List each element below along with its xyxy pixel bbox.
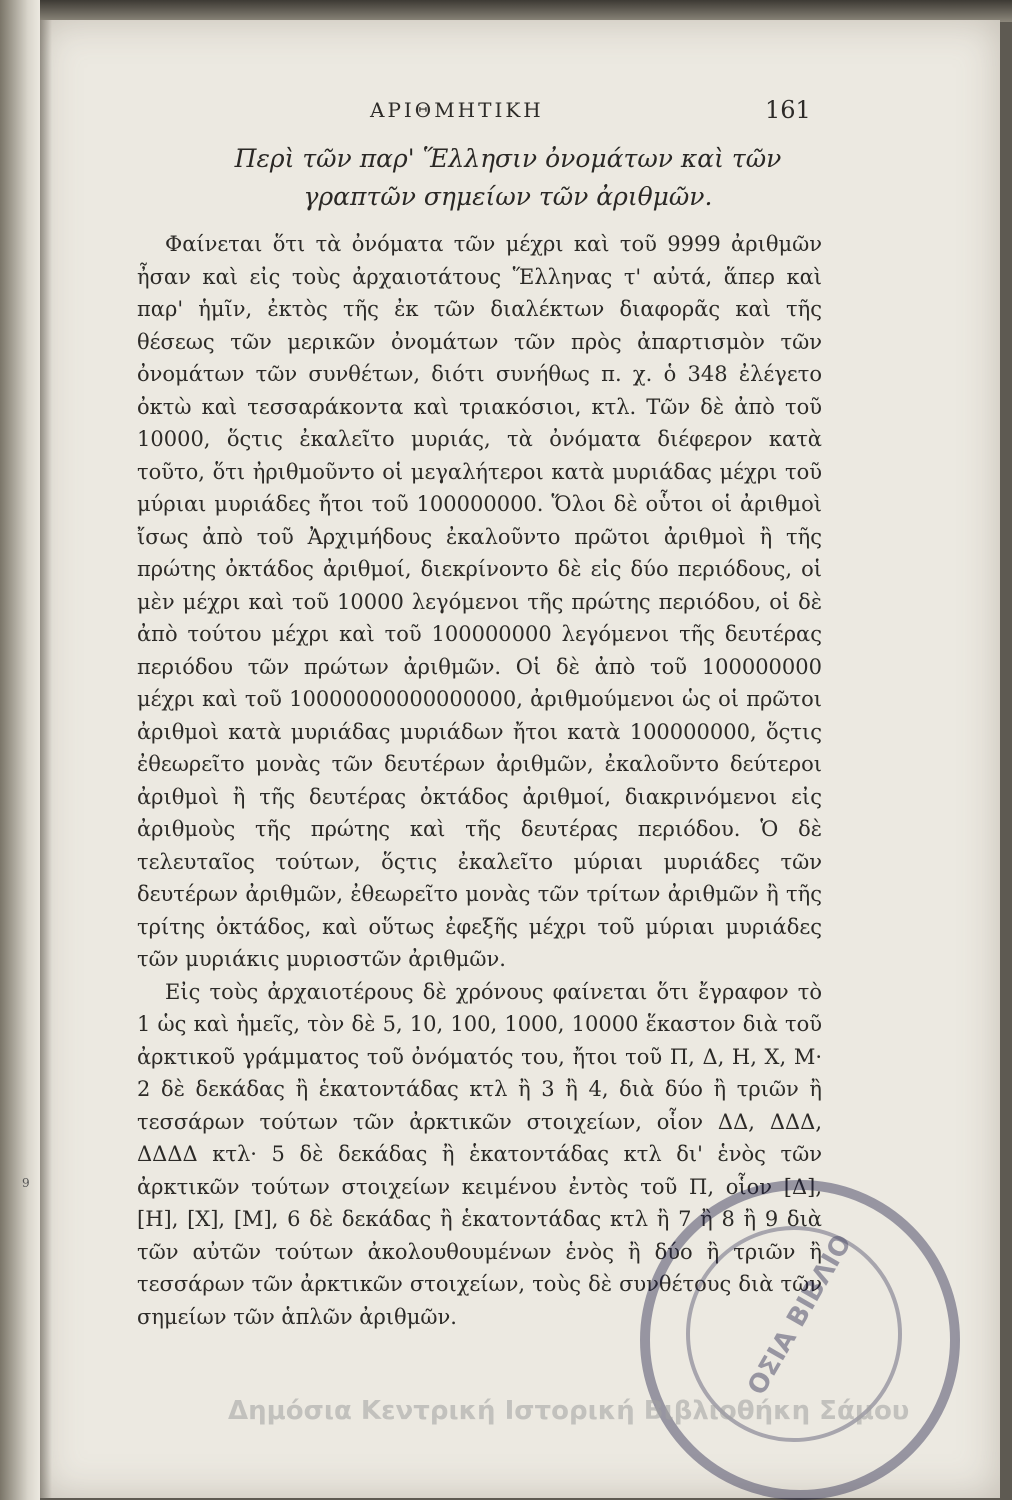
margin-mark: 9 — [22, 1176, 30, 1190]
library-stamp — [640, 1180, 960, 1500]
section-heading-line-2: γραπτῶν σημείων τῶν ἀριθμῶν. — [303, 182, 713, 211]
section-heading — [168, 140, 848, 216]
section-heading-line-1: Περὶ τῶν παρ' Ἕλλησιν ὀνομάτων καὶ τῶν — [234, 144, 782, 173]
paragraph-1: Φαίνεται ὅτι τὰ ὀνόματα τῶν μέχρι καὶ τοῦ 9999 ἀριθμῶν ἦσαν καὶ εἰς τοὺς ἀρχαιοτάτους Ἕλληνας τ' αὐτά, ἅπερ καὶ παρ' ἡμῖν, ἐκτὸς τῆς ἐκ τῶν διαλέκτων διαφορᾶς καὶ τῆς θέσεως τῶν μερικῶν ὀνομάτων τῶν πρὸς ἀπαρτισμὸν τῶν ὀνομάτων τῶν συνθέτων, διότι συνήθως π. χ. ὁ 348 ἐλέγετο ὀκτὼ καὶ τεσσαράκοντα καὶ τριακόσιοι, κτλ. Τῶν δὲ ἀπὸ τοῦ 10000, ὅςτις ἐκαλεῖτο μυριάς, τὰ ὀνόματα διέφερον κατὰ τοῦτο, ὅτι ἠριθμοῦντο οἱ μεγαλήτεροι κατὰ μυριάδας μέχρι τοῦ μύριαι μυριάδες ἤτοι τοῦ 100000000. Ὅλοι δὲ οὗτοι οἱ ἀριθμοὶ ἴσως ἀπὸ τοῦ Ἀρχιμήδους ἐκαλοῦντο πρῶτοι ἀριθμοὶ ἢ τῆς πρώτης ὀκτάδος ἀριθμοί, διεκρίνοντο δὲ εἰς δύο περιόδους, οἱ μὲν μέχρι καὶ τοῦ 10000 λεγόμενοι τῆς πρώτης περιόδου, οἱ δὲ ἀπὸ τούτου μέχρι καὶ τοῦ 100000000 λεγόμενοι τῆς δευτέρας περιόδου τῶν πρώτων ἀριθμῶν. Οἱ δὲ ἀπὸ τοῦ 100000000 μέχρι καὶ τοῦ 10000000000000000, ἀριθμούμενοι ὡς οἱ πρῶτοι ἀριθμοὶ κατὰ μυριάδας μυριάδων ἤτοι κατὰ 100000000, ὅςτις ἐθεωρεῖτο μονὰς τῶν δευτέρων ἀριθμῶν, ἐκαλοῦντο δεύτεροι ἀριθμοὶ ἢ τῆς δευτέρας ὀκτάδος ἀριθμοί, διακρινόμενοι εἰς ἀριθμοὺς τῆς πρώτης καὶ τῆς δευτέρας περιόδου. Ὁ δὲ τελευταῖος τούτων, ὅςτις ἐκαλεῖτο μύριαι μυριάδες τῶν δευτέρων ἀριθμῶν, ἐθεωρεῖτο μονὰς τῶν τρίτων ἀριθμῶν ἢ τῆς τρίτης ὀκτάδος, καὶ οὕτως ἐφεξῆς μέχρι τοῦ μύριαι μυριάδες τῶν μυριάκις μυριοστῶν ἀριθμῶν. — [137, 232, 822, 971]
book-spine-edge — [0, 0, 40, 1500]
scan-top-edge — [0, 0, 1012, 22]
body-text — [137, 228, 822, 1333]
library-stamp-text: ΟΣΙΑ ΒΙΒΛΙΟ — [742, 1229, 858, 1401]
page-number: 161 — [765, 96, 811, 124]
running-header: ΑΡΙΘΜΗΤΙΚΗ — [370, 98, 544, 122]
library-watermark: Δημόσια Κεντρική Ιστορική Βιβλιοθήκη Σάμου — [228, 1396, 910, 1426]
paragraph-2: Εἰς τοὺς ἀρχαιοτέρους δὲ χρόνους φαίνεται ὅτι ἔγραφον τὸ 1 ὡς καὶ ἡμεῖς, τὸν δὲ 5, 10, 100, 1000, 10000 ἕκαστον διὰ τοῦ ἀρκτικοῦ γράμματος τοῦ ὀνόματός του, ἤτοι τοῦ Π, Δ, Η, Χ, Μ· 2 δὲ δεκάδας ἢ ἑκατοντάδας κτλ ἢ 3 ἢ 4, διὰ δύο ἢ τριῶν ἢ τεσσάρων τούτων τῶν ἀρκτικῶν στοιχείων, οἷον ΔΔ, ΔΔΔ, ΔΔΔΔ κτλ· 5 δὲ δεκάδας ἢ ἑκατοντάδας κτλ δι' ἑνὸς τῶν ἀρκτικῶν τούτων στοιχείων κειμένου ἐντὸς τοῦ Π, οἷον [Δ], [Η], [Χ], [Μ], 6 δὲ δεκάδας ἢ ἑκατοντάδας κτλ ἢ 7 ἢ 8 ἢ 9 διὰ τῶν αὐτῶν τούτων ἀκολουθουμένων ἑνὸς ἢ δύο ἢ τριῶν ἢ τεσσάρων τῶν ἀρκτικῶν στοιχείων, τοὺς δὲ συνθέτους διὰ τῶν σημείων τῶν ἁπλῶν ἀριθμῶν. — [137, 979, 822, 1329]
